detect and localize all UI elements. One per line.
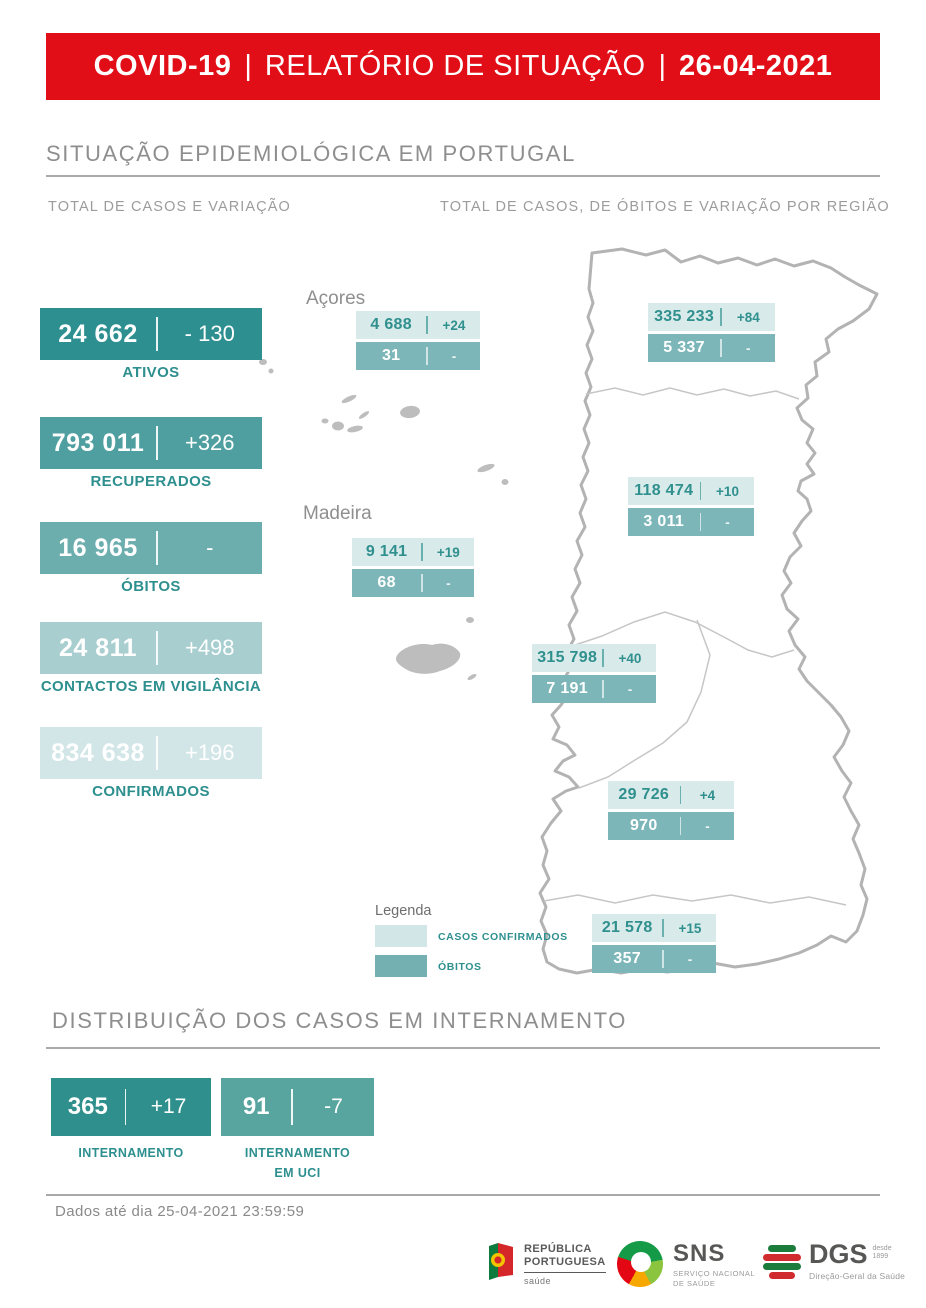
banner-separator: |	[244, 50, 252, 82]
acores-label: Açores	[306, 288, 366, 309]
acores-deaths-change: -	[451, 348, 457, 364]
divider-bar	[720, 308, 722, 326]
banner-app-name: COVID-19	[93, 50, 232, 82]
sns-logo	[617, 1241, 755, 1289]
madeira-label: Madeira	[303, 503, 372, 524]
madeira-deaths: 68	[377, 574, 396, 591]
recuperados-value: 793 011	[51, 428, 145, 457]
norte-cases-change: +84	[736, 309, 760, 325]
alentejo-cases-row	[608, 781, 734, 809]
legend-swatch-confirmed	[375, 925, 427, 947]
republica-sub: saúde	[524, 1276, 552, 1287]
republica-portuguesa-logo	[486, 1241, 606, 1286]
stat-box-recuperados	[40, 417, 262, 469]
stat-box-confirmados	[40, 727, 262, 779]
uci-value: 91	[242, 1093, 270, 1120]
alentejo-cases-change: +4	[699, 787, 716, 803]
internamento-change: +17	[150, 1095, 187, 1118]
banner-report-title: RELATÓRIO DE SITUAÇÃO	[264, 50, 646, 82]
acores-cases: 4 688	[370, 316, 412, 333]
divider-line	[46, 1047, 880, 1049]
madeira-cases: 9 141	[365, 543, 408, 560]
algarve-cases: 21 578	[601, 919, 653, 936]
sns-name: SNS	[673, 1240, 726, 1267]
recuperados-change: +326	[184, 430, 235, 455]
madeira-deaths-change: -	[446, 575, 451, 591]
obitos-value: 16 965	[58, 533, 138, 562]
algarve-deaths: 357	[613, 950, 641, 967]
centro-deaths: 3 011	[643, 513, 685, 530]
divider-bar	[602, 649, 604, 667]
lvt-deaths: 7 191	[546, 680, 588, 697]
republica-line1: REPÚBLICA	[524, 1243, 592, 1255]
region-stats-algarve	[592, 914, 716, 973]
norte-deaths: 5 337	[663, 339, 705, 356]
region-stats-lvt	[532, 644, 656, 703]
ativos-change: - 130	[184, 321, 235, 346]
section-title-epidemiology: SITUAÇÃO EPIDEMIOLÓGICA EM PORTUGAL	[46, 141, 576, 166]
stat-label-ativos: ATIVOS	[122, 364, 180, 381]
sns-swirl-icon	[617, 1241, 663, 1287]
azores-islands	[259, 359, 509, 485]
alentejo-deaths-change: -	[705, 818, 710, 834]
norte-cases-row	[648, 303, 775, 331]
acores-cases-row	[356, 311, 480, 339]
stat-label-internamento-uci-line1: INTERNAMENTO	[244, 1146, 351, 1160]
right-column-header: TOTAL DE CASOS, DE ÓBITOS E VARIAÇÃO POR REGIÃO	[440, 199, 890, 215]
madeira-cases-change: +19	[436, 544, 460, 560]
stat-box-internamento-uci	[221, 1078, 374, 1136]
region-stats-alentejo	[608, 781, 734, 840]
left-column-header: TOTAL DE CASOS E VARIAÇÃO	[48, 199, 291, 215]
divider-line	[46, 1194, 880, 1196]
norte-cases: 335 233	[654, 308, 715, 325]
algarve-deaths-row	[592, 945, 716, 973]
stat-label-obitos: ÓBITOS	[121, 578, 181, 595]
lvt-cases-row	[532, 644, 656, 672]
portugal-flag-icon	[486, 1241, 516, 1283]
banner-separator-2: |	[658, 50, 667, 82]
norte-deaths-change: -	[746, 340, 751, 356]
region-stats-norte	[648, 303, 775, 362]
region-stats-centro	[628, 477, 754, 536]
lvt-cases: 315 798	[537, 649, 598, 666]
confirmados-value: 834 638	[51, 738, 145, 767]
divider-bar	[662, 919, 664, 937]
stat-label-internamento: INTERNAMENTO	[78, 1146, 184, 1160]
acores-cases-change: +24	[442, 317, 466, 333]
contactos-change: +498	[184, 635, 235, 660]
madeira-deaths-row	[352, 569, 474, 597]
confirmados-change: +196	[184, 740, 235, 765]
data-cutoff-note: Dados até dia 25-04-2021 23:59:59	[55, 1203, 305, 1220]
lvt-deaths-change: -	[627, 681, 633, 697]
sns-sub-line1: SERVIÇO NACIONAL	[673, 1269, 756, 1278]
republica-logo-text	[524, 1243, 606, 1273]
madeira-islands	[396, 617, 477, 681]
lvt-deaths-row	[532, 675, 656, 703]
stat-label-internamento-uci-line2: EM UCI	[274, 1166, 321, 1180]
acores-deaths-row	[356, 342, 480, 370]
stat-box-internamento	[51, 1078, 211, 1136]
centro-cases-row	[628, 477, 754, 505]
centro-cases-change: +10	[716, 483, 739, 499]
contactos-value: 24 811	[58, 633, 138, 662]
algarve-cases-change: +15	[678, 920, 702, 936]
centro-deaths-row	[628, 508, 754, 536]
legend-label-deaths: ÓBITOS	[438, 961, 482, 973]
ativos-value: 24 662	[58, 319, 138, 348]
republica-line2: PORTUGUESA	[524, 1256, 606, 1269]
alentejo-cases: 29 726	[618, 786, 670, 803]
madeira-cases-row	[352, 538, 474, 566]
stat-box-ativos	[40, 308, 262, 360]
dgs-subtitle: Direção-Geral da Saúde	[809, 1271, 906, 1281]
obitos-change: -	[206, 535, 214, 560]
dgs-name: DGS	[809, 1239, 868, 1269]
stat-label-contactos: CONTACTOS EM VIGILÂNCIA	[40, 678, 262, 695]
divider-bar	[700, 482, 702, 500]
stat-label-recuperados: RECUPERADOS	[90, 473, 212, 490]
region-stats-madeira	[352, 538, 474, 597]
sns-sub-line2: DE SAÚDE	[673, 1278, 716, 1288]
acores-deaths: 31	[381, 347, 401, 364]
dgs-tagline: desde 1899	[872, 1245, 892, 1261]
centro-deaths-change: -	[725, 514, 730, 530]
norte-deaths-row	[648, 334, 775, 362]
lvt-cases-change: +40	[618, 650, 642, 666]
legend-label-confirmed: CASOS CONFIRMADOS	[438, 931, 568, 943]
stat-box-obitos	[40, 522, 262, 574]
centro-cases: 118 474	[634, 482, 694, 499]
alentejo-deaths-row	[608, 812, 734, 840]
divider-bar	[421, 543, 423, 561]
dgs-logo	[763, 1241, 905, 1281]
stat-label-confirmados: CONFIRMADOS	[92, 783, 210, 800]
dgs-sphere-icon	[763, 1245, 801, 1279]
region-stats-acores	[356, 311, 480, 370]
uci-change: -7	[324, 1095, 343, 1118]
alentejo-deaths: 970	[629, 817, 658, 834]
divider-bar	[680, 786, 682, 804]
section-title-internment: DISTRIBUIÇÃO DOS CASOS EM INTERNAMENTO	[52, 1008, 628, 1033]
banner-date: 26-04-2021	[679, 50, 833, 82]
legend-swatch-deaths	[375, 955, 427, 977]
internamento-value: 365	[67, 1093, 108, 1120]
divider-bar	[426, 316, 428, 334]
algarve-deaths-change: -	[687, 951, 693, 967]
algarve-cases-row	[592, 914, 716, 942]
stat-box-contactos	[40, 622, 262, 674]
sns-subtitle	[673, 1269, 755, 1289]
legend-title: Legenda	[375, 903, 432, 919]
